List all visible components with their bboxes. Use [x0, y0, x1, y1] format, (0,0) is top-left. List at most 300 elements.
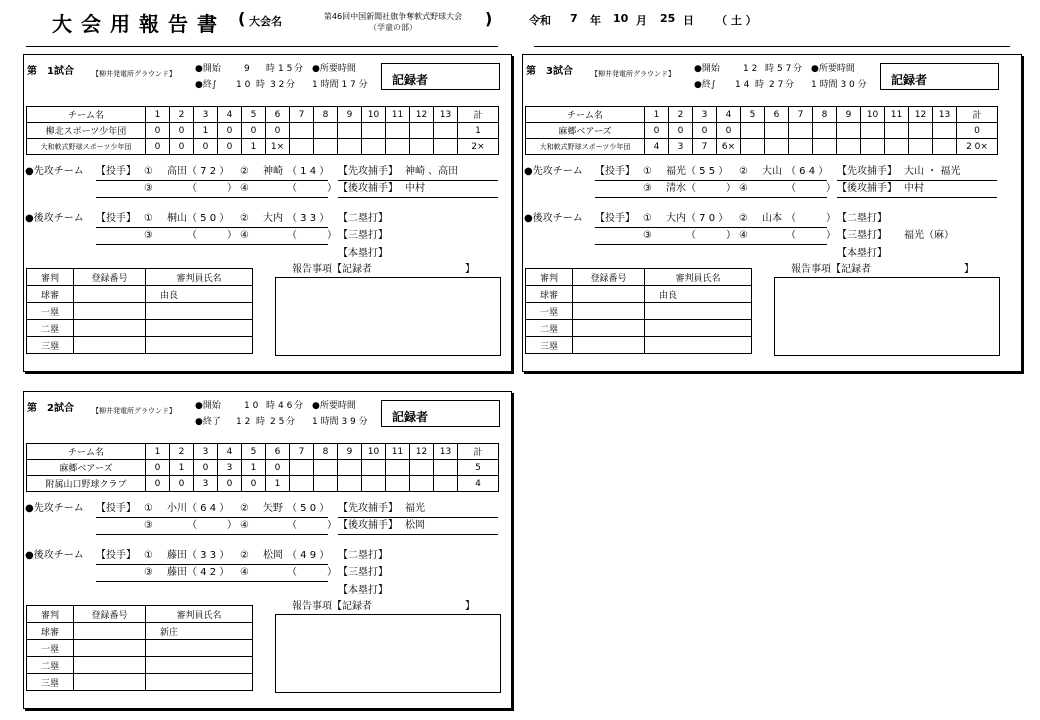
inning-score[interactable]: 3: [669, 139, 693, 155]
recorder-label: 記録者: [891, 73, 928, 87]
homerun-label: 【本塁打】: [338, 248, 388, 259]
inning-score[interactable]: [314, 460, 338, 476]
first-pitcher-label: 【投手】: [96, 166, 136, 177]
score-header-row: [27, 107, 499, 123]
underline: [96, 581, 328, 582]
duration-label: ●所要時間: [312, 401, 356, 411]
report-box[interactable]: [774, 277, 1000, 356]
inning-score[interactable]: [741, 123, 765, 139]
inning-score[interactable]: [933, 123, 957, 139]
umpire-reg-number[interactable]: [573, 286, 645, 303]
inning-score[interactable]: 1: [242, 460, 266, 476]
umpire-row: [526, 320, 752, 337]
inning-header: 10: [362, 444, 386, 460]
inning-score[interactable]: [362, 476, 386, 492]
umpire-position: 二塁: [27, 657, 74, 674]
recorder-box[interactable]: [381, 63, 500, 90]
team-name: 大和軟式野球スポーツ少年団: [27, 139, 146, 155]
inning-header: 11: [885, 107, 909, 123]
inning-score[interactable]: 0: [266, 460, 290, 476]
underline: [837, 180, 997, 181]
circle-4: ④: [739, 230, 748, 241]
end-hour: 1 4: [735, 80, 750, 90]
first-pitcher-label: 【投手】: [595, 166, 635, 177]
umpire-name[interactable]: [645, 320, 752, 337]
homerun-label: 【本塁打】: [837, 248, 887, 259]
recorder-box[interactable]: [880, 63, 999, 90]
end-label: ●終∫: [195, 80, 217, 90]
inning-score[interactable]: [885, 123, 909, 139]
inning-score[interactable]: [314, 476, 338, 492]
start-minute: 5 7: [777, 64, 792, 74]
end-minute: 2 7: [769, 80, 784, 90]
second-pitcher-2-name: 大内: [263, 213, 283, 224]
tournament-label: 大会名: [249, 15, 282, 28]
first-team-label: ●先攻チーム: [25, 503, 84, 514]
homerun-label: 【本塁打】: [338, 585, 388, 596]
end-minute: 2 5: [270, 417, 285, 427]
inning-score[interactable]: [861, 139, 885, 155]
inning-score[interactable]: 0: [717, 123, 741, 139]
umpire-name[interactable]: [146, 320, 253, 337]
inning-score[interactable]: [338, 123, 362, 139]
second-pitcher-2-pitches: （ ）: [786, 213, 836, 224]
inning-score[interactable]: [386, 460, 410, 476]
umpire-row: [27, 623, 253, 640]
total-score: 2 0×: [957, 139, 998, 155]
umpire-position: 球審: [27, 623, 74, 640]
end-minute: 3 2: [270, 80, 285, 90]
page-title: 大会用報告書: [52, 12, 226, 36]
start-label: ●開始: [195, 401, 221, 411]
underline: [96, 197, 328, 198]
inning-header: 8: [314, 107, 338, 123]
umpire-row: [526, 337, 752, 354]
second-pitcher-3-pitches: （ ）: [187, 230, 237, 241]
second-pitcher-2-pitches: （ 3 3 ）: [287, 213, 330, 224]
end-minute-unit: 分: [785, 80, 795, 90]
umpire-reg-number[interactable]: [74, 337, 146, 354]
game-panel-3: [23, 391, 512, 709]
umpire-col-header: 審判: [526, 269, 573, 286]
inning-score[interactable]: 0: [693, 123, 717, 139]
second-catcher-label: 【後攻捕手】: [338, 520, 398, 531]
inning-score[interactable]: 0: [242, 123, 266, 139]
second-pitcher-label: 【投手】: [595, 213, 635, 224]
underline: [338, 197, 498, 198]
inning-score[interactable]: 1: [266, 476, 290, 492]
second-pitcher-2-name: 松岡: [263, 550, 283, 561]
circle-3: ③: [643, 183, 652, 194]
inning-score[interactable]: [741, 139, 765, 155]
second-pitcher-3-pitches: （ 4 2 ）: [187, 567, 230, 578]
umpire-col-header: 審判: [27, 606, 74, 623]
circle-2: ②: [739, 213, 748, 224]
inning-header: 9: [338, 444, 362, 460]
inning-score[interactable]: 0: [194, 460, 218, 476]
second-pitcher-2-name: 山本: [762, 213, 782, 224]
umpire-name[interactable]: [146, 640, 253, 657]
inning-header: 5: [242, 444, 266, 460]
first-pitcher-3-pitches: （ ）: [187, 183, 237, 194]
end-hour-unit: 時: [256, 80, 266, 90]
table-row: [526, 123, 998, 139]
first-pitcher-2-name: 神崎: [263, 166, 283, 177]
circle-2: ②: [240, 550, 249, 561]
circle-1: ①: [643, 166, 652, 177]
day-unit: 日: [683, 14, 694, 27]
inning-score[interactable]: 0: [146, 139, 170, 155]
umpire-position: 球審: [526, 286, 573, 303]
inning-score[interactable]: [410, 123, 434, 139]
first-pitcher-4-pitches: （ ）: [786, 183, 836, 194]
double-label: 【二塁打】: [338, 550, 388, 561]
total-score: 2×: [458, 139, 499, 155]
report-label: 報告事項【記録者: [292, 264, 372, 275]
report-box[interactable]: [275, 614, 501, 693]
recorder-box[interactable]: [381, 400, 500, 427]
inning-score[interactable]: 4: [645, 139, 669, 155]
umpire-reg-number[interactable]: [74, 640, 146, 657]
inning-score[interactable]: [362, 139, 386, 155]
game-panel-2: [522, 54, 1022, 372]
inning-score[interactable]: 0: [170, 476, 194, 492]
team-header: チーム名: [27, 444, 146, 460]
umpire-reg-number[interactable]: [74, 320, 146, 337]
triple-value: 福光（麻）: [904, 230, 954, 241]
inning-score[interactable]: [410, 476, 434, 492]
end-minute-unit: 分: [286, 417, 296, 427]
ump-name-col-header: 審判員氏名: [146, 269, 253, 286]
paren-open: (: [238, 9, 246, 28]
first-pitcher-1-pitches: （ 5 5 ）: [686, 166, 729, 177]
inning-header: 6: [266, 444, 290, 460]
inning-score[interactable]: [909, 123, 933, 139]
reg-col-header: 登録番号: [74, 606, 146, 623]
inning-score[interactable]: 0: [170, 139, 194, 155]
inning-score[interactable]: 0: [194, 139, 218, 155]
inning-score[interactable]: [837, 139, 861, 155]
start-label: ●開始: [694, 64, 720, 74]
underline: [837, 197, 997, 198]
inning-score[interactable]: [813, 139, 837, 155]
inning-score[interactable]: [837, 123, 861, 139]
score-header-row: [526, 107, 998, 123]
duration-value: 1 時間 1 7 分: [312, 80, 368, 90]
underline: [338, 517, 498, 518]
inning-header: 3: [693, 107, 717, 123]
umpire-reg-number[interactable]: [573, 337, 645, 354]
second-pitcher-4-pitches: （ ）: [786, 230, 836, 241]
first-pitcher-2-pitches: （ 5 0 ）: [287, 503, 330, 514]
first-pitcher-label: 【投手】: [96, 503, 136, 514]
team-name: 麻郷ベアーズ: [27, 460, 146, 476]
circle-1: ①: [643, 213, 652, 224]
umpire-name[interactable]: [146, 303, 253, 320]
circle-1: ①: [144, 166, 153, 177]
inning-header: 11: [386, 107, 410, 123]
score-header-row: [27, 444, 499, 460]
game-panel-1: [23, 54, 512, 372]
umpire-reg-number[interactable]: [74, 286, 146, 303]
umpire-name[interactable]: 由良: [645, 286, 752, 303]
second-pitcher-4-pitches: （ ）: [287, 567, 337, 578]
report-box[interactable]: [275, 277, 501, 356]
inning-score[interactable]: 3: [194, 476, 218, 492]
inning-score[interactable]: [434, 139, 458, 155]
year-unit: 年: [590, 14, 601, 27]
start-minute: 4 6: [278, 401, 293, 411]
inning-score[interactable]: [885, 139, 909, 155]
header-rule-right: [534, 46, 1010, 47]
inning-header: 7: [789, 107, 813, 123]
umpire-name[interactable]: [146, 337, 253, 354]
underline: [96, 534, 328, 535]
circle-4: ④: [240, 520, 249, 531]
reiwa-label: 令和: [529, 14, 551, 27]
inning-score[interactable]: [338, 476, 362, 492]
inning-score[interactable]: 0: [146, 476, 170, 492]
umpire-reg-number[interactable]: [573, 303, 645, 320]
inning-header: 8: [314, 444, 338, 460]
second-pitcher-label: 【投手】: [96, 550, 136, 561]
inning-score[interactable]: 0: [266, 123, 290, 139]
second-team-label: ●後攻チーム: [524, 213, 583, 224]
inning-score[interactable]: [386, 139, 410, 155]
inning-header: 3: [194, 444, 218, 460]
first-catcher-label: 【先攻捕手】: [338, 503, 398, 514]
inning-header: 13: [434, 107, 458, 123]
first-pitcher-4-pitches: （ ）: [287, 520, 337, 531]
inning-header: 12: [410, 107, 434, 123]
inning-score[interactable]: 1: [170, 460, 194, 476]
inning-score[interactable]: 7: [693, 139, 717, 155]
circle-2: ②: [240, 213, 249, 224]
inning-score[interactable]: 6×: [717, 139, 741, 155]
first-catcher-value: 大山 ・ 福光: [904, 166, 961, 177]
inning-score[interactable]: [434, 460, 458, 476]
inning-score[interactable]: 1: [242, 139, 266, 155]
umpire-row: [27, 674, 253, 691]
game-title: 第 3試合: [526, 66, 573, 77]
inning-score[interactable]: [290, 460, 314, 476]
inning-score[interactable]: [434, 123, 458, 139]
inning-score[interactable]: 0: [218, 139, 242, 155]
inning-score[interactable]: [314, 123, 338, 139]
ump-name-col-header: 審判員氏名: [146, 606, 253, 623]
first-pitcher-1-name: 高田: [167, 166, 187, 177]
table-row: [27, 460, 499, 476]
inning-score[interactable]: 0: [146, 460, 170, 476]
umpire-header-row: [27, 269, 253, 286]
start-hour: 9: [244, 64, 250, 74]
total-score: 5: [458, 460, 499, 476]
start-label: ●開始: [195, 64, 221, 74]
inning-score[interactable]: [861, 123, 885, 139]
inning-score[interactable]: 3: [218, 460, 242, 476]
duration-value: 1 時間 3 0 分: [811, 80, 867, 90]
inning-header: 6: [266, 107, 290, 123]
umpire-position: 一塁: [27, 303, 74, 320]
inning-header: 13: [434, 444, 458, 460]
umpire-reg-number[interactable]: [74, 623, 146, 640]
umpire-name[interactable]: [146, 674, 253, 691]
inning-score[interactable]: [338, 460, 362, 476]
umpire-position: 三塁: [27, 337, 74, 354]
inning-header: 2: [170, 107, 194, 123]
duration-value: 1 時間 3 9 分: [312, 417, 368, 427]
inning-header: 5: [242, 107, 266, 123]
first-pitcher-1-pitches: （ 7 2 ）: [187, 166, 230, 177]
duration-label: ●所要時間: [312, 64, 356, 74]
inning-score[interactable]: 0: [669, 123, 693, 139]
inning-header: 3: [194, 107, 218, 123]
inning-score[interactable]: [362, 460, 386, 476]
triple-label: 【三塁打】: [338, 230, 388, 241]
inning-score[interactable]: [909, 139, 933, 155]
umpire-header-row: [526, 269, 752, 286]
inning-score[interactable]: 0: [242, 476, 266, 492]
inning-header: 2: [669, 107, 693, 123]
end-hour: 1 2: [236, 417, 251, 427]
recorder-label: 記録者: [392, 410, 429, 424]
inning-score[interactable]: [290, 123, 314, 139]
inning-score[interactable]: 1: [194, 123, 218, 139]
recorder-label: 記録者: [392, 73, 429, 87]
report-close: 】: [964, 264, 974, 275]
total-score: 0: [957, 123, 998, 139]
start-hour-unit: 時: [266, 401, 276, 411]
end-label: ●終了: [195, 417, 221, 427]
inning-score[interactable]: 0: [170, 123, 194, 139]
inning-header: 13: [933, 107, 957, 123]
inning-score[interactable]: [410, 460, 434, 476]
inning-score[interactable]: 0: [146, 123, 170, 139]
year-value: 7: [570, 12, 578, 25]
inning-score[interactable]: 1×: [266, 139, 290, 155]
umpire-row: [27, 337, 253, 354]
circle-1: ①: [144, 213, 153, 224]
table-row: [27, 139, 499, 155]
circle-3: ③: [144, 567, 153, 578]
inning-header: 7: [290, 444, 314, 460]
team-header: チーム名: [27, 107, 146, 123]
first-catcher-value: 神崎 、高田: [405, 166, 459, 177]
double-label: 【二塁打】: [338, 213, 388, 224]
game-title: 第 2試合: [27, 403, 74, 414]
total-score: 1: [458, 123, 499, 139]
second-catcher-value: 中村: [405, 183, 425, 194]
umpire-reg-number[interactable]: [74, 303, 146, 320]
umpire-name[interactable]: 新庄: [146, 623, 253, 640]
inning-score[interactable]: [314, 139, 338, 155]
inning-score[interactable]: [813, 123, 837, 139]
venue: 【柳井発電所グラウンド】: [92, 70, 176, 78]
table-row: [27, 476, 499, 492]
inning-score[interactable]: [386, 123, 410, 139]
inning-score[interactable]: [362, 123, 386, 139]
inning-header: 4: [218, 444, 242, 460]
inning-header: 12: [410, 444, 434, 460]
table-row: [526, 139, 998, 155]
umpire-name[interactable]: [645, 303, 752, 320]
inning-score[interactable]: [386, 476, 410, 492]
underline: [96, 227, 328, 228]
umpire-row: [27, 657, 253, 674]
inning-score[interactable]: [789, 123, 813, 139]
game-title: 第 1試合: [27, 66, 74, 77]
inning-header: 12: [909, 107, 933, 123]
umpire-name[interactable]: 由良: [146, 286, 253, 303]
first-team-label: ●先攻チーム: [524, 166, 583, 177]
second-pitcher-1-name: 藤田: [167, 550, 187, 561]
end-hour: 1 0: [236, 80, 251, 90]
umpire-reg-number[interactable]: [573, 320, 645, 337]
inning-score[interactable]: [789, 139, 813, 155]
umpire-position: 二塁: [526, 320, 573, 337]
tournament-sub: （学童の部）: [369, 23, 417, 32]
second-catcher-value: 松岡: [405, 520, 425, 531]
circle-2: ②: [240, 503, 249, 514]
umpire-name[interactable]: [146, 657, 253, 674]
inning-header: 9: [837, 107, 861, 123]
umpire-name[interactable]: [645, 337, 752, 354]
umpire-row: [27, 303, 253, 320]
end-hour-unit: 時: [256, 417, 266, 427]
inning-header: 8: [813, 107, 837, 123]
paren-close: ): [485, 9, 493, 28]
inning-header: 9: [338, 107, 362, 123]
circle-3: ③: [643, 230, 652, 241]
report-label: 報告事項【記録者: [791, 264, 871, 275]
umpire-reg-number[interactable]: [74, 657, 146, 674]
team-name: 大和軟式野球スポーツ少年団: [526, 139, 645, 155]
underline: [338, 180, 498, 181]
first-catcher-value: 福光: [405, 503, 425, 514]
inning-score[interactable]: 0: [645, 123, 669, 139]
end-hour-unit: 時: [755, 80, 765, 90]
inning-header: 10: [362, 107, 386, 123]
total-score: 4: [458, 476, 499, 492]
umpire-col-header: 審判: [27, 269, 74, 286]
month-unit: 月: [636, 14, 647, 27]
inning-score[interactable]: [338, 139, 362, 155]
inning-score[interactable]: [765, 123, 789, 139]
umpire-reg-number[interactable]: [74, 674, 146, 691]
inning-score[interactable]: [410, 139, 434, 155]
umpire-position: 球審: [27, 286, 74, 303]
start-minute-unit: 分: [294, 401, 304, 411]
inning-score[interactable]: [933, 139, 957, 155]
umpire-position: 三塁: [27, 674, 74, 691]
inning-header: 1: [146, 444, 170, 460]
inning-score[interactable]: 0: [218, 476, 242, 492]
inning-score[interactable]: [290, 139, 314, 155]
score-table: [26, 106, 499, 155]
second-catcher-label: 【後攻捕手】: [338, 183, 398, 194]
underline: [96, 564, 328, 565]
umpire-position: 三塁: [526, 337, 573, 354]
second-pitcher-3-name: 藤田: [167, 567, 187, 578]
umpire-table: [525, 268, 752, 354]
second-pitcher-1-pitches: （ 7 0 ）: [686, 213, 729, 224]
inning-score[interactable]: 0: [218, 123, 242, 139]
inning-score[interactable]: [290, 476, 314, 492]
circle-4: ④: [739, 183, 748, 194]
underline: [595, 227, 827, 228]
inning-score[interactable]: [434, 476, 458, 492]
inning-score[interactable]: [765, 139, 789, 155]
